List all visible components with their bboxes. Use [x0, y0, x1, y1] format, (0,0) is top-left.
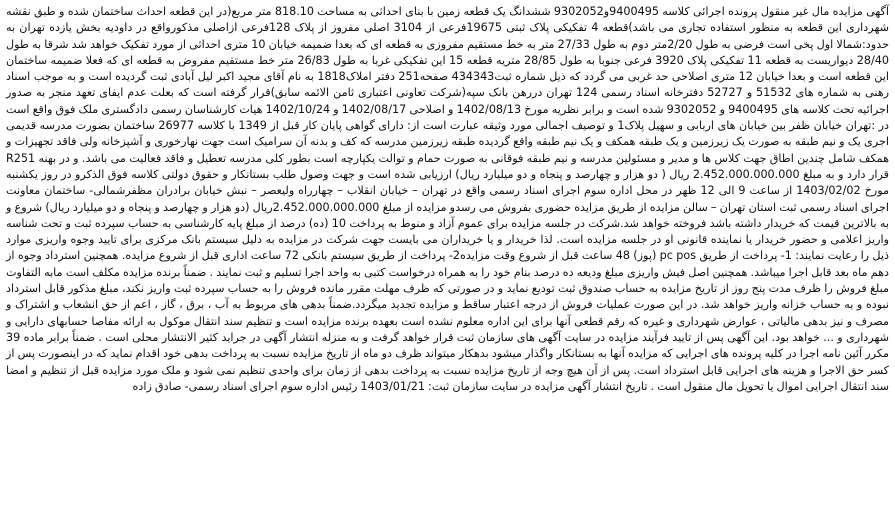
auction-notice-text: آگهی مزایده مال غیر منقول پرونده اجرائی کلاسه 9400495و9302052 ششدانگ یک قطعه زمین با بنای احداثی به مساحت 818.10 متر مربع(در این قطعه احداث ساختمان شده و طبق نقشه شهرداری این قطعه به منظور استفاده تجاری می باشد)قطعه 4 تفکیکی پلاک ثبتی 19675فرعی از 3104 اصلی مفروز از پلاک 128فرعی ازاصلی مذکورواقع در داودیه بخش یازده تهران به حدود:شمالا اول پخی است فرضی به طول 2/20متر دوم به طول 27/33 متر به خط مستقیم مفروزی به قطعه ای که بعدا ضمیمه خیابان 10 متری احداثی از مورد تفکیک خواهد شد شرقا به طول 28/40 دیواریست به قطعه 11 تفکیکی پلاک 3920 فرعی جنوبا به طول 28/85 متریه قطعه 15 این تفکیکی غربا به طول 26/83 متر خط مستقیم مفروض به قطعه ای که فعلا ضمیمه ساختمان این قطعه است و بعدا خیابان 12 متری اصلاحی حد غربی می گردد که ذیل شماره ثبت434343 صفحه251 دفتر املاک1818 به نام آقای مجید اکبر لیل آبادی ثبت گردیده است و به موجب اسناد رهنی به شماره های 51532 و 52727 دفترخانه اسناد رسمی 124 تهران دررهن بانک سپه(شرکت تعاونی اعتباری ثامن الائمه سابق)قرار گرفته است که بعلت عدم ایفای تعهد منجر به صدور اجرائیه تحت کلاسه های 9400495 و 9302052 شده است و برابر نظریه مورخ 1402/08/13 و اصلاحی 1402/08/17 و 1402/10/24 هیات کارشناسان رسمی دادگستری ملک فوق واقع است در :تهران خیابان ظفر بین خیابان های اربابی و سهیل پلاک1 و توصیف اجمالی مورد وثیقه عبارت است از: دارای گواهی پایان کار قبل از 1349 با کلاسه 26977 ساختمان بصورت مدرسه قدیمی اجری یک و نیم طبقه به صورت یک زیرزمین و یک طبقه همکف و یک نیم طبقه واقع گردیده طبقه زیرزمین مدرسه که کف و بدنه آن سرامیک است جهت نهارخوری و آشپزخانه ولی فاقد تجهیزات و همکف شامل چندین اطاق جهت کلاس ها و مدیر و مسئولین مدرسه و نیم طبقه فوقانی به صورت حمام و توالت یکپارچه است بطور کلی مدرسه تعطیل و فاقد فعالیت می باشد. و در بهنه R251 قرار دارد و به مبلغ 2.452.000.000.000 ریال ( دو هزار و چهارصد و پنجاه و دو میلیارد ریال) ارزیابی شده است و جهت وصول طلب بستانکار و حقوق دولتی کلاسه فوق الذکرو در روز یکشنبه مورخ 1403/02/02 از ساعت 9 الی 12 ظهر در محل اداره سوم اجرای اسناد رسمی واقع در تهران – خیابان انقلاب – چهارراه ولیعصر – نبش خیابان برادران مظفرشمالی- ساختمان معاونت اجرای اسناد رسمی ثبت استان تهران – سالن مزایده از طریق مزایده حضوری بفروش می رسدو مزایده از مبلغ 2.452.000.000.000ریال (دو هزار و چهارصد و پنجاه و دو میلیارد ریال) شروع و به بالاترین قیمت که خریدار داشته باشد فروخته خواهد شد.شرکت در جلسه مزایده برای عموم آزاد و منوط به پرداخت 10 (ده) درصد از مبلغ پایه کارشناسی به حساب سپرده ثبت و تحت شناسه واریز اعلامی و حضور خریدار یا نماینده قانونی او در جلسه مزایده است. لذا خریدار و یا خریداران می بایست جهت شرکت در مزایده به دلیل سیستم بانک مرکزی برای تایید وجوه واریزی موارد ذیل را رعایت نمایند: 1- پرداخت از طریق pc pos (پوز) 48 ساعت قبل از شروع وقت مزایده2- پرداخت از طریق سیستم بانکی 72 ساعت اداری قبل از شروع مزایده. همچنین استرداد وجوه از دهم ماه بعد قابل اجرا میباشد. همچنین اصل فیش واریزی مبلغ ودیعه ده درصد بنام خود را به همراه درخواست کتبی به واحد اجرا تسلیم و ثبت نمایند . ضمناً برنده مزایده مکلف است مابه التفاوت مبلغ فروش را ظرف مدت پنج روز از تاریخ مزایده به حساب صندوق ثبت تودیع نماید و در صورتی که ظرف مهلت مقرر مانده فروش را به حساب سپرده ثبت واریز نکند، مبلغ مذکور قابل استرداد نبوده و به حساب خزانه واریز خواهد شد. در این صورت عملیات فروش از درجه اعتبار ساقط و مزایده تجدید میگردد.ضمناً بدهی های مربوط به آب ، برق ، گاز ، اعم از حق انشعاب و اشتراک و مصرف و نیز بدهی مالیاتی ، عوارض شهرداری و غیره که رقم قطعی آنها برای این اداره معلوم نشده است بعهده برنده مزایده است و تنظیم سند انتقال موکول به ارائه مفاصا حسابهای دارایی و شهرداری و ... خواهد بود. این آگهی پس از تایید فرآیند مزایده در سایت آگهی های سازمان ثبت قرار خواهد گرفت و به منزله انتشار آگهی در جراید کثیر الانتشار محلی است . ضمناً برابر ماده 39 مکرر آئین نامه اجرا در کلیه پرونده های اجرایی که مزایده آنها به بستانکار واگذار میشود بدهکار میتواند ظرف دو ماه از تاریخ مزایده نسبت به پرداخت بدهی خود اقدام نماید که در اینصورت پس از کسر حق الاجرا و هزینه های اجرایی قابل استرداد است. پس از آن هیچ وجه از تاریخ مزایده نسبت به پرداخت بدهی از زمان برای واحدی تنظیم نمی شود و ملک مورد مزایده قبل از تنظیم و امضا سند انتقال اجرایی اموال یا تحویل مال منقول است . تاریخ انتشار آگهی مزایده در سایت سازمان ثبت: 1403/01/21 رئیس اداره سوم اجرای اسناد رسمی- صادق زاده	[6, 5, 890, 393]
